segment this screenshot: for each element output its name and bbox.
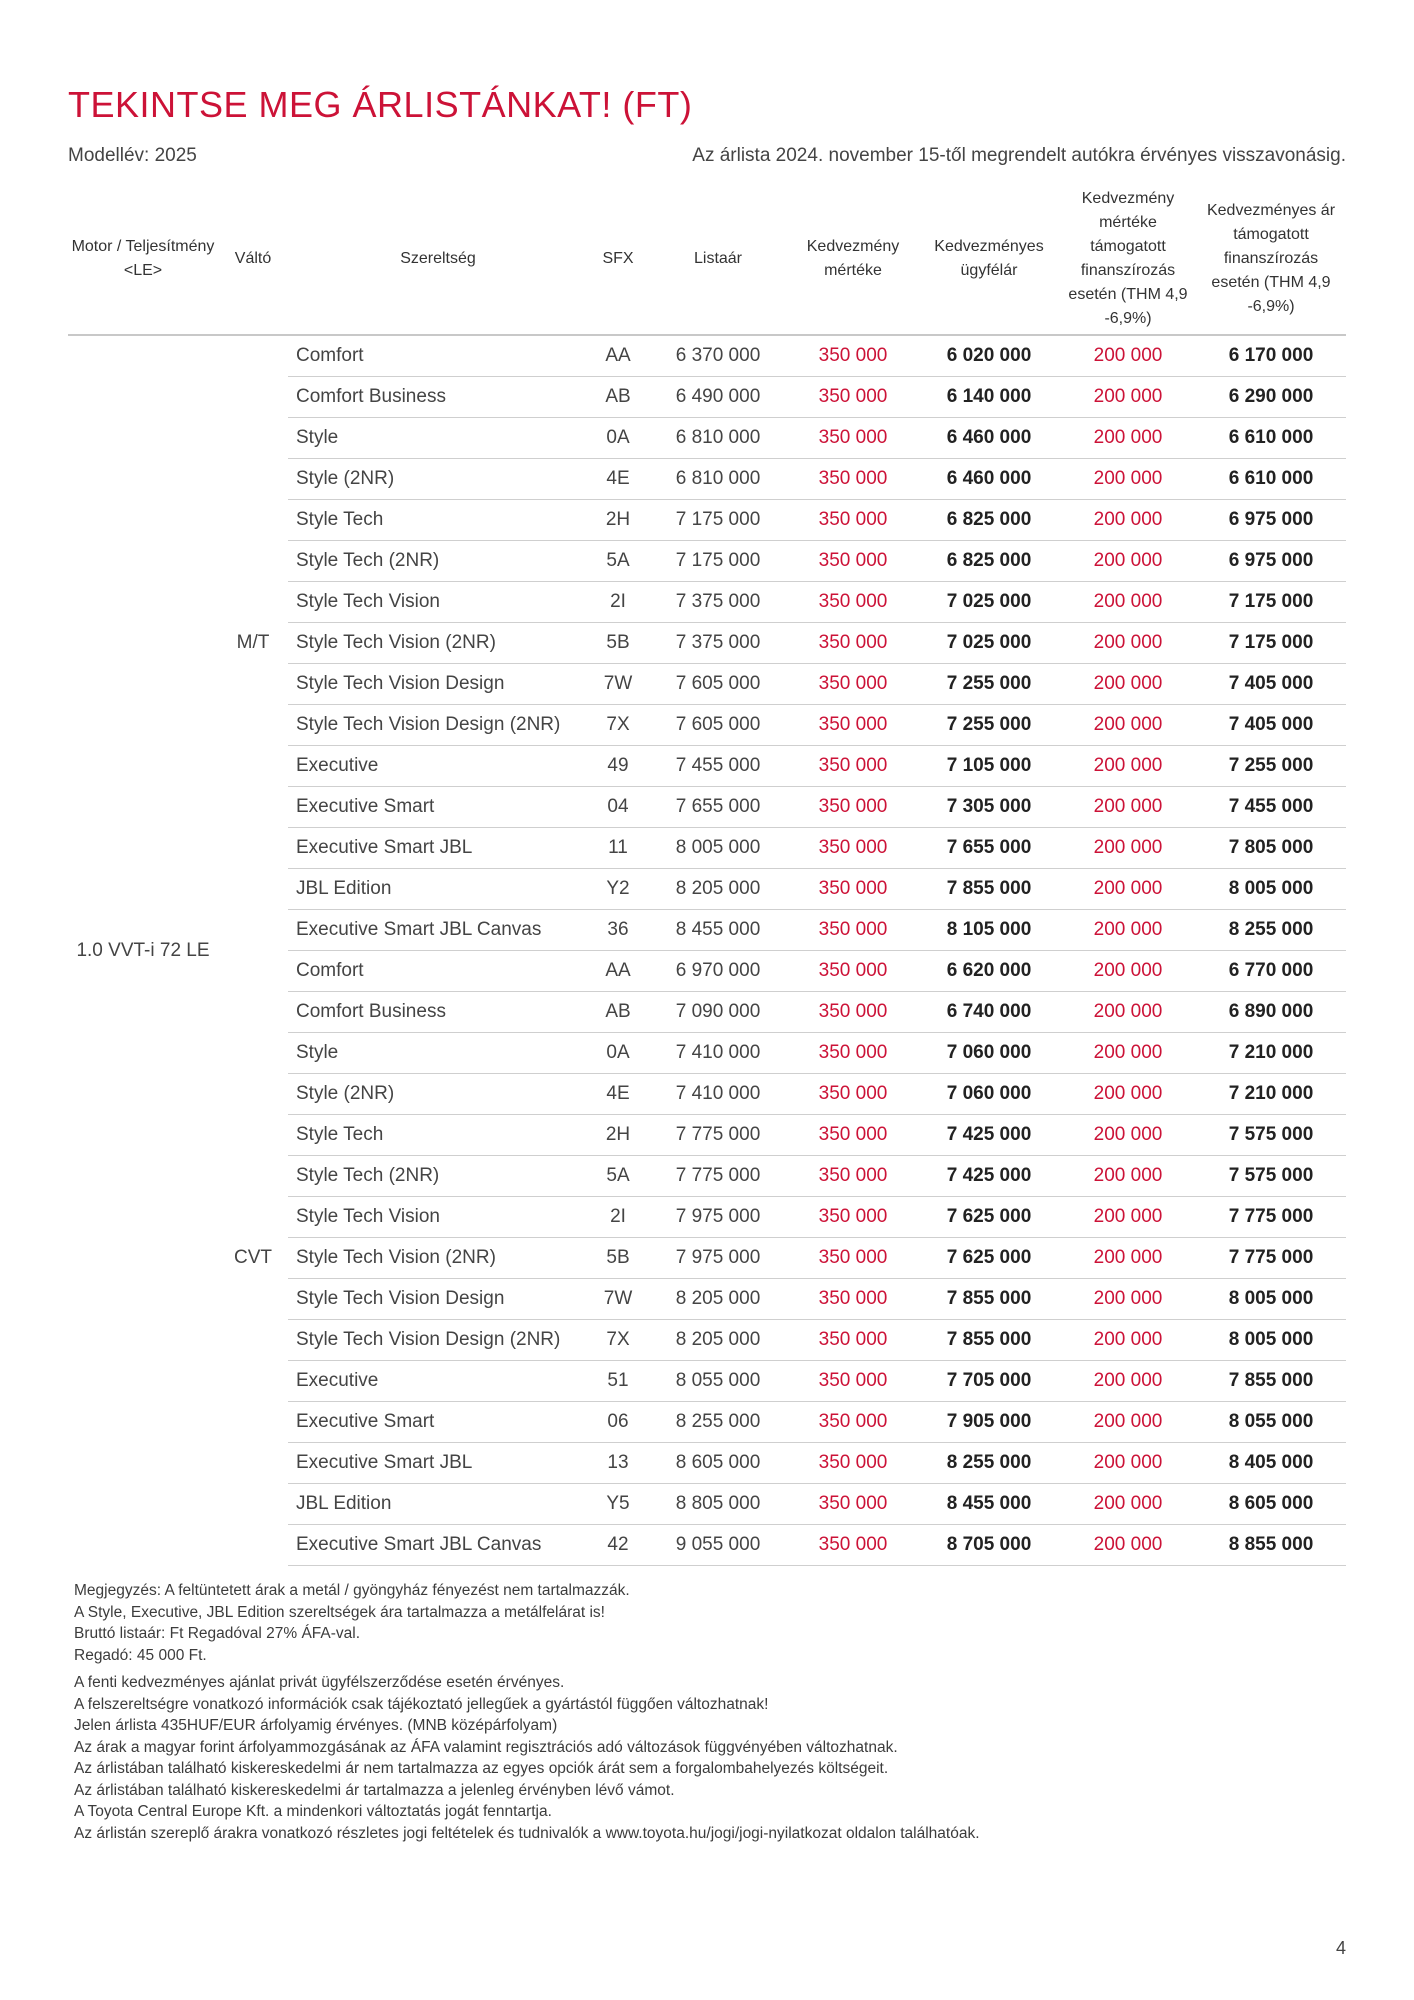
financing-discount-cell: 200 000: [1060, 1525, 1196, 1566]
list-price-cell: 7 975 000: [648, 1238, 788, 1279]
trim-cell: Executive Smart JBL: [288, 1443, 588, 1484]
discount-cell: 350 000: [788, 1525, 918, 1566]
list-price-cell: 7 775 000: [648, 1115, 788, 1156]
sfx-cell: AA: [588, 335, 648, 377]
financing-price-cell: 7 855 000: [1196, 1361, 1346, 1402]
trim-cell: Style Tech: [288, 500, 588, 541]
sfx-cell: 5A: [588, 541, 648, 582]
sfx-cell: 2I: [588, 1197, 648, 1238]
financing-discount-cell: 200 000: [1060, 1197, 1196, 1238]
footnote-line: Az árlistában található kiskereskedelmi ár tartalmazza a jelenleg érvényben lévő vámot.: [74, 1781, 675, 1799]
financing-price-cell: 6 290 000: [1196, 377, 1346, 418]
list-price-cell: 7 410 000: [648, 1074, 788, 1115]
financing-price-cell: 6 770 000: [1196, 951, 1346, 992]
sfx-cell: 0A: [588, 1033, 648, 1074]
footnotes-legal: [74, 1672, 1344, 1844]
discounted-customer-price-cell: 7 855 000: [918, 1320, 1060, 1361]
list-price-cell: 6 810 000: [648, 418, 788, 459]
col-header-financing-discount: Kedvezmény mértéke támogatott finanszírozás esetén (THM 4,9 -6,9%): [1060, 184, 1196, 335]
financing-price-cell: 7 255 000: [1196, 746, 1346, 787]
sfx-cell: 13: [588, 1443, 648, 1484]
trim-cell: Comfort Business: [288, 992, 588, 1033]
financing-price-cell: 7 805 000: [1196, 828, 1346, 869]
financing-price-cell: 7 405 000: [1196, 664, 1346, 705]
trim-cell: Comfort Business: [288, 377, 588, 418]
financing-price-cell: 7 210 000: [1196, 1074, 1346, 1115]
list-price-cell: 6 810 000: [648, 459, 788, 500]
list-price-cell: 7 605 000: [648, 705, 788, 746]
sfx-cell: 36: [588, 910, 648, 951]
discounted-customer-price-cell: 6 460 000: [918, 418, 1060, 459]
discount-cell: 350 000: [788, 1402, 918, 1443]
trim-cell: Style Tech Vision: [288, 582, 588, 623]
financing-discount-cell: 200 000: [1060, 1361, 1196, 1402]
footnote-line: A felszereltségre vonatkozó információk csak tájékoztató jellegűek a gyártástól függően változhatnak!: [74, 1695, 769, 1713]
discounted-customer-price-cell: 6 620 000: [918, 951, 1060, 992]
discount-cell: 350 000: [788, 377, 918, 418]
trim-cell: Style: [288, 1033, 588, 1074]
footnote-line: A Style, Executive, JBL Edition szereltségek ára tartalmazza a metálfelárat is!: [74, 1603, 605, 1621]
financing-discount-cell: 200 000: [1060, 1156, 1196, 1197]
discounted-customer-price-cell: 6 825 000: [918, 500, 1060, 541]
discounted-customer-price-cell: 7 255 000: [918, 664, 1060, 705]
discount-cell: 350 000: [788, 1361, 918, 1402]
table-row: [68, 951, 1346, 992]
financing-price-cell: 8 255 000: [1196, 910, 1346, 951]
financing-price-cell: 6 975 000: [1196, 500, 1346, 541]
list-price-cell: 7 175 000: [648, 500, 788, 541]
financing-price-cell: 6 610 000: [1196, 418, 1346, 459]
sfx-cell: 7W: [588, 1279, 648, 1320]
financing-discount-cell: 200 000: [1060, 910, 1196, 951]
sfx-cell: 4E: [588, 1074, 648, 1115]
sfx-cell: 2H: [588, 500, 648, 541]
financing-price-cell: 8 405 000: [1196, 1443, 1346, 1484]
footnote-line: Az árlistán szereplő árakra vonatkozó részletes jogi feltételek és tudnivalók a www.toyota.hu/jogi/jogi-nyilatkozat oldalon találhatóak.: [74, 1824, 980, 1842]
discount-cell: 350 000: [788, 459, 918, 500]
financing-price-cell: 7 775 000: [1196, 1197, 1346, 1238]
trim-cell: Style Tech: [288, 1115, 588, 1156]
financing-price-cell: 7 575 000: [1196, 1115, 1346, 1156]
sfx-cell: AB: [588, 377, 648, 418]
footnote-line: Megjegyzés: A feltüntetett árak a metál / gyöngyház fényezést nem tartalmazzák.: [74, 1582, 630, 1599]
discounted-customer-price-cell: 7 425 000: [918, 1156, 1060, 1197]
financing-discount-cell: 200 000: [1060, 541, 1196, 582]
trim-cell: JBL Edition: [288, 1484, 588, 1525]
financing-price-cell: 6 890 000: [1196, 992, 1346, 1033]
trim-cell: Style (2NR): [288, 1074, 588, 1115]
gearbox-cell: CVT: [234, 1247, 272, 1268]
trim-cell: Style Tech Vision Design (2NR): [288, 1320, 588, 1361]
footnotes: [74, 1580, 1344, 1844]
col-header-discount: Kedvezmény mértéke: [788, 184, 918, 335]
price-table-body: [68, 335, 1346, 1566]
discounted-customer-price-cell: 7 425 000: [918, 1115, 1060, 1156]
sfx-cell: 04: [588, 787, 648, 828]
trim-cell: Executive Smart JBL Canvas: [288, 910, 588, 951]
discounted-customer-price-cell: 7 855 000: [918, 869, 1060, 910]
discount-cell: 350 000: [788, 1443, 918, 1484]
financing-discount-cell: 200 000: [1060, 418, 1196, 459]
footnote-line: Regadó: 45 000 Ft.: [74, 1646, 207, 1664]
financing-discount-cell: 200 000: [1060, 500, 1196, 541]
sfx-cell: 49: [588, 746, 648, 787]
sfx-cell: AA: [588, 951, 648, 992]
trim-cell: Style Tech Vision Design: [288, 1279, 588, 1320]
validity-note: Az árlista 2024. november 15-től megrendelt autókra érvényes visszavonásig.: [692, 145, 1346, 166]
sfx-cell: 51: [588, 1361, 648, 1402]
list-price-cell: 6 370 000: [648, 335, 788, 377]
sfx-cell: 2I: [588, 582, 648, 623]
discounted-customer-price-cell: 7 255 000: [918, 705, 1060, 746]
financing-discount-cell: 200 000: [1060, 828, 1196, 869]
discounted-customer-price-cell: 7 305 000: [918, 787, 1060, 828]
list-price-cell: 7 605 000: [648, 664, 788, 705]
discounted-customer-price-cell: 7 705 000: [918, 1361, 1060, 1402]
col-header-sfx: SFX: [588, 184, 648, 335]
footnote-line: Az árak a magyar forint árfolyammozgásának az ÁFA valamint regisztrációs adó változások függvényében változhatnak.: [74, 1738, 898, 1756]
discount-cell: 350 000: [788, 1115, 918, 1156]
financing-price-cell: 7 455 000: [1196, 787, 1346, 828]
list-price-cell: 7 775 000: [648, 1156, 788, 1197]
footnote-line: A fenti kedvezményes ajánlat privát ügyfélszerződése esetén érvényes.: [74, 1674, 565, 1691]
footnote-line: Bruttó listaár: Ft Regadóval 27% ÁFA-val.: [74, 1625, 361, 1642]
discount-cell: 350 000: [788, 500, 918, 541]
trim-cell: Executive Smart: [288, 1402, 588, 1443]
trim-cell: Executive: [288, 746, 588, 787]
trim-cell: Comfort: [288, 951, 588, 992]
sfx-cell: 11: [588, 828, 648, 869]
list-price-cell: 8 255 000: [648, 1402, 788, 1443]
sfx-cell: Y5: [588, 1484, 648, 1525]
financing-discount-cell: 200 000: [1060, 335, 1196, 377]
financing-discount-cell: 200 000: [1060, 1320, 1196, 1361]
list-price-cell: 6 490 000: [648, 377, 788, 418]
discounted-customer-price-cell: 7 025 000: [918, 623, 1060, 664]
financing-price-cell: 6 610 000: [1196, 459, 1346, 500]
discount-cell: 350 000: [788, 951, 918, 992]
price-table: [68, 184, 1346, 1566]
financing-price-cell: 8 055 000: [1196, 1402, 1346, 1443]
financing-discount-cell: 200 000: [1060, 951, 1196, 992]
list-price-cell: 7 455 000: [648, 746, 788, 787]
financing-discount-cell: 200 000: [1060, 664, 1196, 705]
sfx-cell: 4E: [588, 459, 648, 500]
sfx-cell: 7W: [588, 664, 648, 705]
financing-price-cell: 6 170 000: [1196, 335, 1346, 377]
discount-cell: 350 000: [788, 418, 918, 459]
discount-cell: 350 000: [788, 1320, 918, 1361]
discounted-customer-price-cell: 8 105 000: [918, 910, 1060, 951]
sfx-cell: 7X: [588, 705, 648, 746]
list-price-cell: 8 205 000: [648, 1320, 788, 1361]
discount-cell: 350 000: [788, 992, 918, 1033]
motor-cell: 1.0 VVT-i 72 LE: [76, 939, 210, 961]
list-price-cell: 7 375 000: [648, 582, 788, 623]
table-row: [68, 335, 1346, 377]
trim-cell: Style Tech Vision (2NR): [288, 1238, 588, 1279]
financing-discount-cell: 200 000: [1060, 992, 1196, 1033]
list-price-cell: 8 205 000: [648, 1279, 788, 1320]
financing-discount-cell: 200 000: [1060, 1033, 1196, 1074]
col-header-list-price: Listaár: [648, 184, 788, 335]
discount-cell: 350 000: [788, 787, 918, 828]
financing-discount-cell: 200 000: [1060, 377, 1196, 418]
trim-cell: Comfort: [288, 335, 588, 377]
col-header-financing-price: Kedvezményes ár támogatott finanszírozás esetén (THM 4,9 -6,9%): [1196, 184, 1346, 335]
financing-price-cell: 7 210 000: [1196, 1033, 1346, 1074]
trim-cell: Style Tech (2NR): [288, 541, 588, 582]
footnote-line: A Toyota Central Europe Kft. a mindenkori változtatás jogát fenntartja.: [74, 1803, 552, 1820]
list-price-cell: 8 005 000: [648, 828, 788, 869]
financing-discount-cell: 200 000: [1060, 623, 1196, 664]
trim-cell: Style (2NR): [288, 459, 588, 500]
trim-cell: Executive Smart JBL: [288, 828, 588, 869]
discounted-customer-price-cell: 7 855 000: [918, 1279, 1060, 1320]
col-header-trim: Szereltség: [288, 184, 588, 335]
discount-cell: 350 000: [788, 664, 918, 705]
trim-cell: Style Tech (2NR): [288, 1156, 588, 1197]
financing-price-cell: 7 775 000: [1196, 1238, 1346, 1279]
list-price-cell: 8 805 000: [648, 1484, 788, 1525]
discount-cell: 350 000: [788, 1033, 918, 1074]
discounted-customer-price-cell: 6 460 000: [918, 459, 1060, 500]
trim-cell: Executive: [288, 1361, 588, 1402]
list-price-cell: 8 205 000: [648, 869, 788, 910]
trim-cell: Style Tech Vision: [288, 1197, 588, 1238]
sfx-cell: Y2: [588, 869, 648, 910]
discounted-customer-price-cell: 8 255 000: [918, 1443, 1060, 1484]
list-price-cell: 9 055 000: [648, 1525, 788, 1566]
trim-cell: Executive Smart JBL Canvas: [288, 1525, 588, 1566]
trim-cell: Style Tech Vision Design: [288, 664, 588, 705]
discount-cell: 350 000: [788, 705, 918, 746]
list-price-cell: 8 455 000: [648, 910, 788, 951]
financing-discount-cell: 200 000: [1060, 582, 1196, 623]
list-price-cell: 7 655 000: [648, 787, 788, 828]
list-price-cell: 7 975 000: [648, 1197, 788, 1238]
discounted-customer-price-cell: 7 905 000: [918, 1402, 1060, 1443]
list-price-cell: 7 175 000: [648, 541, 788, 582]
financing-price-cell: 7 175 000: [1196, 623, 1346, 664]
col-header-gearbox: Váltó: [218, 184, 288, 335]
discount-cell: 350 000: [788, 1156, 918, 1197]
discount-cell: 350 000: [788, 1238, 918, 1279]
discounted-customer-price-cell: 7 655 000: [918, 828, 1060, 869]
discount-cell: 350 000: [788, 623, 918, 664]
discounted-customer-price-cell: 7 060 000: [918, 1033, 1060, 1074]
table-header-row: [68, 184, 1346, 335]
discounted-customer-price-cell: 6 740 000: [918, 992, 1060, 1033]
list-price-cell: 8 605 000: [648, 1443, 788, 1484]
discount-cell: 350 000: [788, 910, 918, 951]
financing-price-cell: 7 405 000: [1196, 705, 1346, 746]
discount-cell: 350 000: [788, 828, 918, 869]
financing-price-cell: 8 005 000: [1196, 1279, 1346, 1320]
discounted-customer-price-cell: 6 020 000: [918, 335, 1060, 377]
discount-cell: 350 000: [788, 335, 918, 377]
trim-cell: Executive Smart: [288, 787, 588, 828]
financing-discount-cell: 200 000: [1060, 459, 1196, 500]
discounted-customer-price-cell: 7 105 000: [918, 746, 1060, 787]
list-price-cell: 7 375 000: [648, 623, 788, 664]
sfx-cell: 7X: [588, 1320, 648, 1361]
footnote-line: Az árlistában található kiskereskedelmi ár nem tartalmazza az egyes opciók árát sem a forgalombahelyezés költségeit.: [74, 1760, 889, 1777]
trim-cell: Style: [288, 418, 588, 459]
discount-cell: 350 000: [788, 1197, 918, 1238]
discount-cell: 350 000: [788, 541, 918, 582]
discount-cell: 350 000: [788, 1484, 918, 1525]
financing-price-cell: 7 575 000: [1196, 1156, 1346, 1197]
discounted-customer-price-cell: 8 705 000: [918, 1525, 1060, 1566]
financing-discount-cell: 200 000: [1060, 746, 1196, 787]
financing-discount-cell: 200 000: [1060, 705, 1196, 746]
gearbox-cell: M/T: [236, 632, 270, 654]
sfx-cell: 5B: [588, 1238, 648, 1279]
trim-cell: JBL Edition: [288, 869, 588, 910]
financing-discount-cell: 200 000: [1060, 1402, 1196, 1443]
sfx-cell: 5A: [588, 1156, 648, 1197]
col-header-discounted-customer-price: Kedvezményes ügyfélár: [918, 184, 1060, 335]
col-header-motor: Motor / Teljesítmény <LE>: [68, 184, 218, 335]
financing-price-cell: 8 005 000: [1196, 1320, 1346, 1361]
footnote-line: Jelen árlista 435HUF/EUR árfolyamig érvényes. (MNB középárfolyam): [74, 1717, 558, 1734]
sfx-cell: 0A: [588, 418, 648, 459]
financing-price-cell: 6 975 000: [1196, 541, 1346, 582]
sfx-cell: 42: [588, 1525, 648, 1566]
discount-cell: 350 000: [788, 746, 918, 787]
sfx-cell: 06: [588, 1402, 648, 1443]
discount-cell: 350 000: [788, 582, 918, 623]
discounted-customer-price-cell: 8 455 000: [918, 1484, 1060, 1525]
footnotes-pricing: [74, 1580, 1344, 1666]
page-number: 4: [1335, 1938, 1346, 1958]
financing-discount-cell: 200 000: [1060, 1484, 1196, 1525]
sfx-cell: 2H: [588, 1115, 648, 1156]
financing-discount-cell: 200 000: [1060, 869, 1196, 910]
financing-price-cell: 7 175 000: [1196, 582, 1346, 623]
list-price-cell: 7 090 000: [648, 992, 788, 1033]
discounted-customer-price-cell: 7 625 000: [918, 1238, 1060, 1279]
financing-discount-cell: 200 000: [1060, 1443, 1196, 1484]
financing-discount-cell: 200 000: [1060, 1238, 1196, 1279]
discount-cell: 350 000: [788, 1074, 918, 1115]
financing-discount-cell: 200 000: [1060, 787, 1196, 828]
discount-cell: 350 000: [788, 1279, 918, 1320]
list-price-cell: 7 410 000: [648, 1033, 788, 1074]
discounted-customer-price-cell: 6 825 000: [918, 541, 1060, 582]
financing-price-cell: 8 605 000: [1196, 1484, 1346, 1525]
financing-price-cell: 8 855 000: [1196, 1525, 1346, 1566]
sfx-cell: 5B: [588, 623, 648, 664]
financing-discount-cell: 200 000: [1060, 1115, 1196, 1156]
trim-cell: Style Tech Vision Design (2NR): [288, 705, 588, 746]
discounted-customer-price-cell: 7 025 000: [918, 582, 1060, 623]
discounted-customer-price-cell: 7 060 000: [918, 1074, 1060, 1115]
financing-discount-cell: 200 000: [1060, 1074, 1196, 1115]
discounted-customer-price-cell: 7 625 000: [918, 1197, 1060, 1238]
discounted-customer-price-cell: 6 140 000: [918, 377, 1060, 418]
model-year: Modellév: 2025: [68, 145, 197, 166]
financing-discount-cell: 200 000: [1060, 1279, 1196, 1320]
list-price-cell: 6 970 000: [648, 951, 788, 992]
page-title: TEKINTSE MEG ÁRLISTÁNKAT! (FT): [68, 84, 693, 125]
financing-price-cell: 8 005 000: [1196, 869, 1346, 910]
list-price-cell: 8 055 000: [648, 1361, 788, 1402]
discount-cell: 350 000: [788, 869, 918, 910]
trim-cell: Style Tech Vision (2NR): [288, 623, 588, 664]
sfx-cell: AB: [588, 992, 648, 1033]
